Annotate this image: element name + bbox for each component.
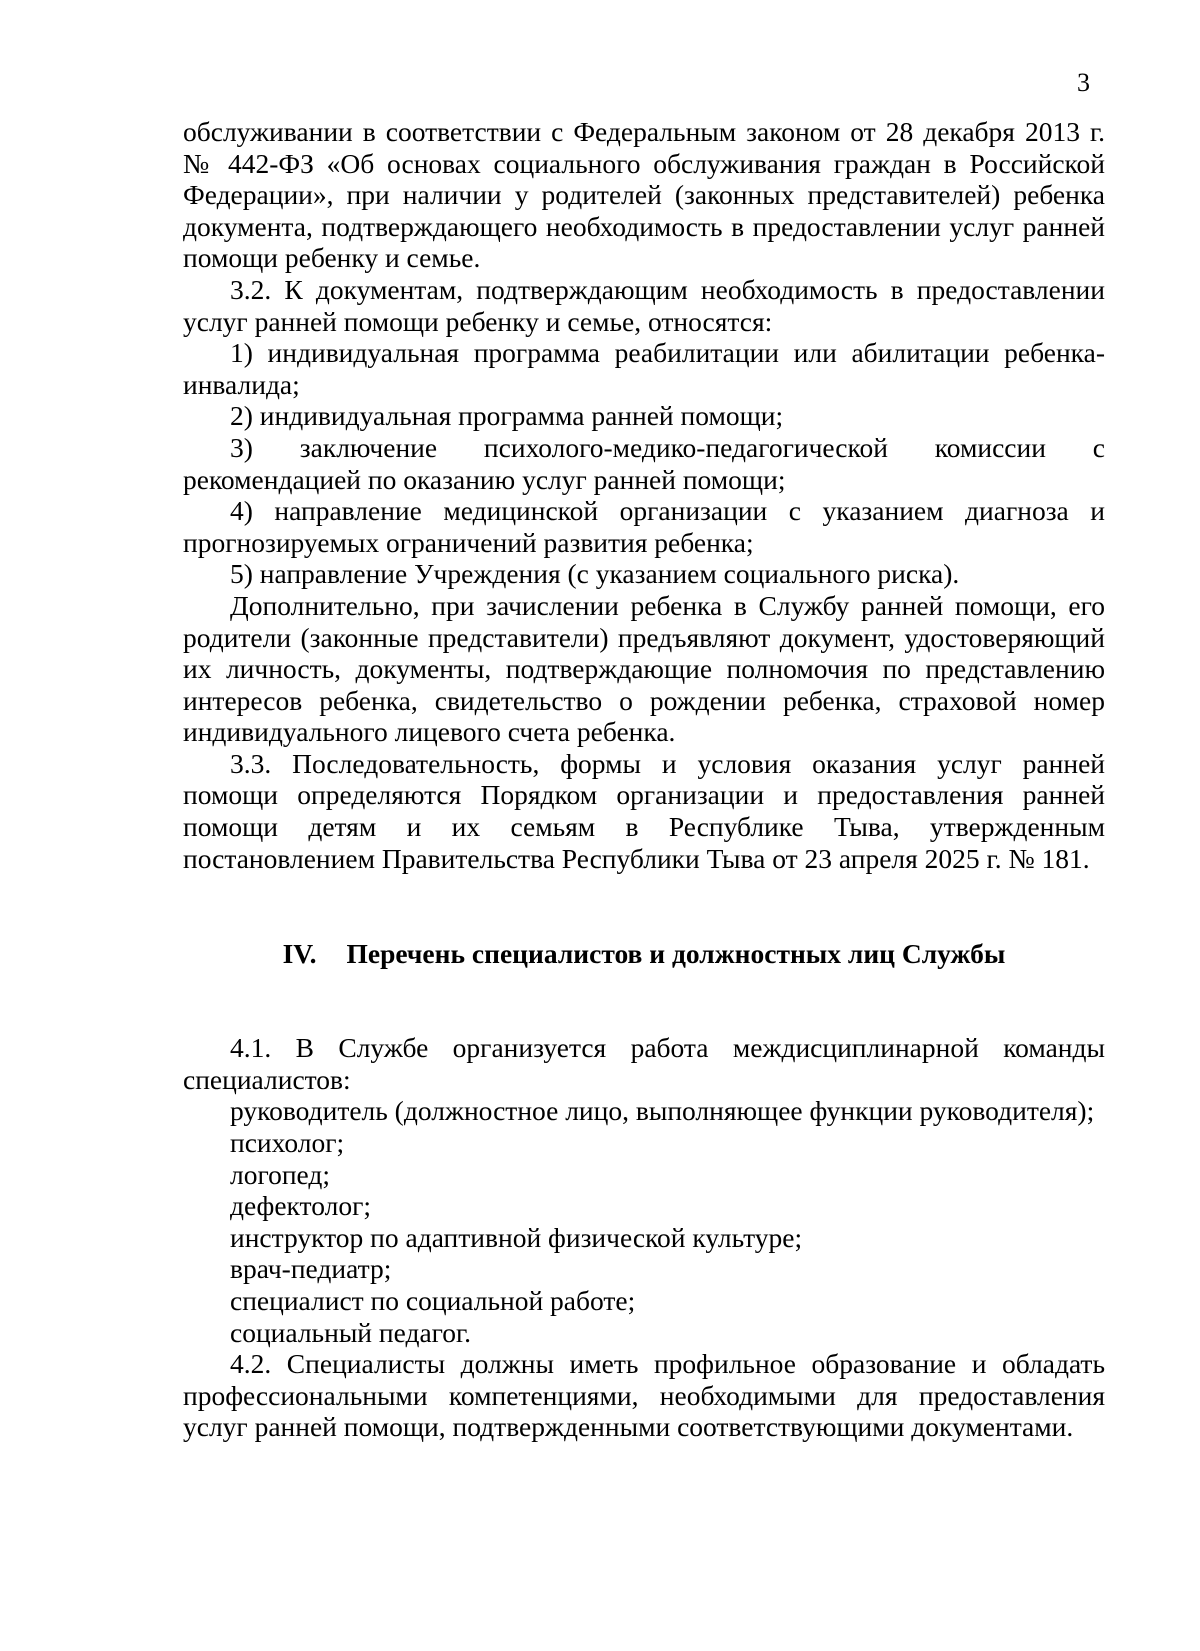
paragraph-4-2: 4.2. Специалисты должны иметь профильное образование и обладать профессиональными компетенциями, необходимыми для предоставления услуг ранней помощи, подтвержденными соответствующими документами. (183, 1348, 1105, 1443)
paragraph-3-3: 3.3. Последовательность, формы и условия оказания услуг ранней помощи определяются Порядком организации и предоставления ранней помощи детям и их семьям в Республике Тыва, утвержденным постановлением Правительства Республики Тыва от 23 апреля 2025 г. № 181. (183, 747, 1105, 874)
paragraph-additional: Дополнительно, при зачислении ребенка в Службу ранней помощи, его родители (законные представители) предъявляют документ, удостоверяющий их личность, документы, подтверждающие полномочия по представлению интересов ребенка, свидетельство о рождении ребенка, страховой номер индивидуального лицевого счета ребенка. (183, 589, 1105, 748)
specialist-item: социальный педагог. (230, 1316, 472, 1348)
specialist-item: специалист по социальной работе; (230, 1285, 636, 1316)
paragraph-3-2: 3.2. К документам, подтверждающим необходимость в предоставлении услуг ранней помощи ребенку и семье, относятся: (183, 273, 1105, 337)
specialist-item: логопед; (230, 1158, 331, 1190)
specialist-item: психолог; (230, 1127, 345, 1159)
document-body (183, 116, 1105, 1443)
page-number: 3 (1077, 68, 1090, 97)
paragraph-4-1: 4.1. В Службе организуется работа междисциплинарной команды специалистов: (183, 1032, 1105, 1095)
section-number: IV. (282, 938, 317, 970)
list-item-3-2-4: 4) направление медицинской организации с указанием диагноза и прогнозируемых ограничений развития ребенка; (183, 495, 1105, 558)
section-heading-4 (183, 938, 1105, 970)
specialist-item: дефектолог; (230, 1190, 371, 1222)
list-item-3-2-2: 2) индивидуальная программа ранней помощи; (230, 400, 784, 432)
specialist-item: врач-педиатр; (230, 1253, 392, 1285)
list-item-3-2-1: 1) индивидуальная программа реабилитации или абилитации ребенка-инвалида; (183, 337, 1105, 400)
section-title: Перечень специалистов и должностных лиц Службы (346, 938, 1006, 970)
paragraph-intro: обслуживании в соответствии с Федеральным законом от 28 декабря 2013 г. № 442-ФЗ «Об основах социального обслуживания граждан в Российской Федерации», при наличии у родителей (законных представителей) ребенка документа, подтверждающего необходимость в предоставлении услуг ранней помощи ребенку и семье. (183, 116, 1105, 274)
list-item-3-2-5: 5) направление Учреждения (с указанием социального риска). (230, 558, 960, 590)
list-item-3-2-3: 3) заключение психолого-медико-педагогической комиссии с рекомендацией по оказанию услуг ранней помощи; (183, 431, 1105, 495)
specialist-item: руководитель (должностное лицо, выполняющее функции руководителя); (230, 1095, 1095, 1127)
specialist-item: инструктор по адаптивной физической культуре; (230, 1221, 803, 1253)
